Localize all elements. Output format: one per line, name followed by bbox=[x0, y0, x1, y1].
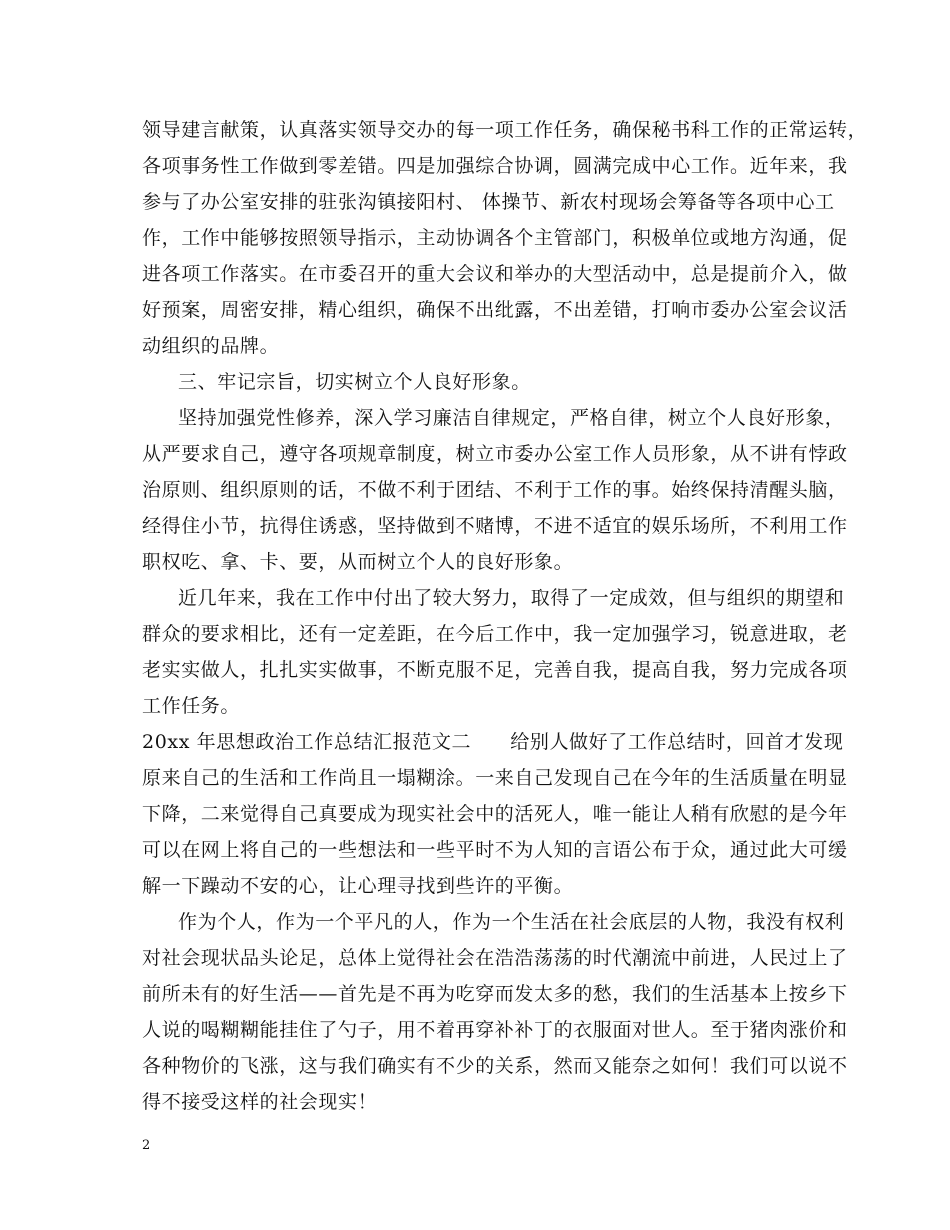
text-line: 老实实做人，扎扎实实做事，不断克服不足，完善自我，提高自我，努力完成各项 bbox=[142, 659, 848, 681]
text-line: 前所未有的好生活——首先是不再为吃穿而发太多的愁，我们的生活基本上按乡下 bbox=[142, 983, 848, 1005]
text-line: 坚持加强党性修养，深入学习廉洁自律规定，严格自律，树立个人良好形象， bbox=[178, 407, 845, 429]
text-line: 进各项工作落实。在市委召开的重大会议和举办的大型活动中，总是提前介入，做 bbox=[142, 263, 848, 285]
text-line: 经得住小节，抗得住诱惑，坚持做到不赌博，不进不适宜的娱乐场所，不利用工作 bbox=[142, 515, 848, 537]
text-line: 作，工作中能够按照领导指示，主动协调各个主管部门，积极单位或地方沟通，促 bbox=[142, 227, 848, 249]
text-line: 解一下躁动不安的心，让心理寻找到些许的平衡。 bbox=[142, 875, 574, 897]
text-line: 参与了办公室安排的驻张沟镇接阳村、 体操节、新农村现场会筹备等各项中心工 bbox=[142, 191, 835, 213]
text-line: 职权吃、拿、卡、要，从而树立个人的良好形象。 bbox=[142, 551, 574, 573]
text-line: 动组织的品牌。 bbox=[142, 335, 280, 357]
text-line: 领导建言献策，认真落实领导交办的每一项工作任务，确保秘书科工作的正常运转， bbox=[142, 119, 868, 141]
text-line: 对社会现状品头论足，总体上觉得社会在浩浩荡荡的时代潮流中前进，人民过上了 bbox=[142, 947, 848, 969]
document-subtitle-line: 20xx 年思想政治工作总结汇报范文二 给别人做好了工作总结时，回首才发现 bbox=[142, 731, 844, 753]
page-number: 2 bbox=[142, 1138, 151, 1153]
text-line: 近几年来，我在工作中付出了较大努力，取得了一定成效，但与组织的期望和 bbox=[178, 587, 845, 609]
text-line: 群众的要求相比，还有一定差距，在今后工作中，我一定加强学习，锐意进取，老 bbox=[142, 623, 848, 645]
text-line: 从严要求自己，遵守各项规章制度，树立市委办公室工作人员形象，从不讲有悖政 bbox=[142, 443, 848, 465]
text-line: 作为个人，作为一个平凡的人，作为一个生活在社会底层的人物，我没有权利 bbox=[178, 911, 845, 933]
section-heading: 三、牢记宗旨，切实树立个人良好形象。 bbox=[178, 371, 531, 393]
text-line: 原来自己的生活和工作尚且一塌糊涂。一来自己发现自己在今年的生活质量在明显 bbox=[142, 767, 848, 789]
text-line: 下降，二来觉得自己真要成为现实社会中的活死人，唯一能让人稍有欣慰的是今年 bbox=[142, 803, 848, 825]
text-line: 各种物价的飞涨，这与我们确实有不少的关系，然而又能奈之如何！我们可以说不 bbox=[142, 1055, 848, 1077]
text-line: 可以在网上将自己的一些想法和一些平时不为人知的言语公布于众，通过此大可缓 bbox=[142, 839, 848, 861]
text-line: 各项事务性工作做到零差错。四是加强综合协调，圆满完成中心工作。近年来，我 bbox=[142, 155, 848, 177]
text-line: 好预案，周密安排，精心组织，确保不出纰露，不出差错，打响市委办公室会议活 bbox=[142, 299, 848, 321]
text-line: 人说的喝糊糊能挂住了勺子，用不着再穿补补丁的衣服面对世人。至于猪肉涨价和 bbox=[142, 1019, 848, 1041]
text-line: 工作任务。 bbox=[142, 695, 241, 717]
text-line: 得不接受这样的社会现实！ bbox=[142, 1091, 378, 1113]
text-line: 治原则、组织原则的话，不做不利于团结、不利于工作的事。始终保持清醒头脑， bbox=[142, 479, 848, 501]
